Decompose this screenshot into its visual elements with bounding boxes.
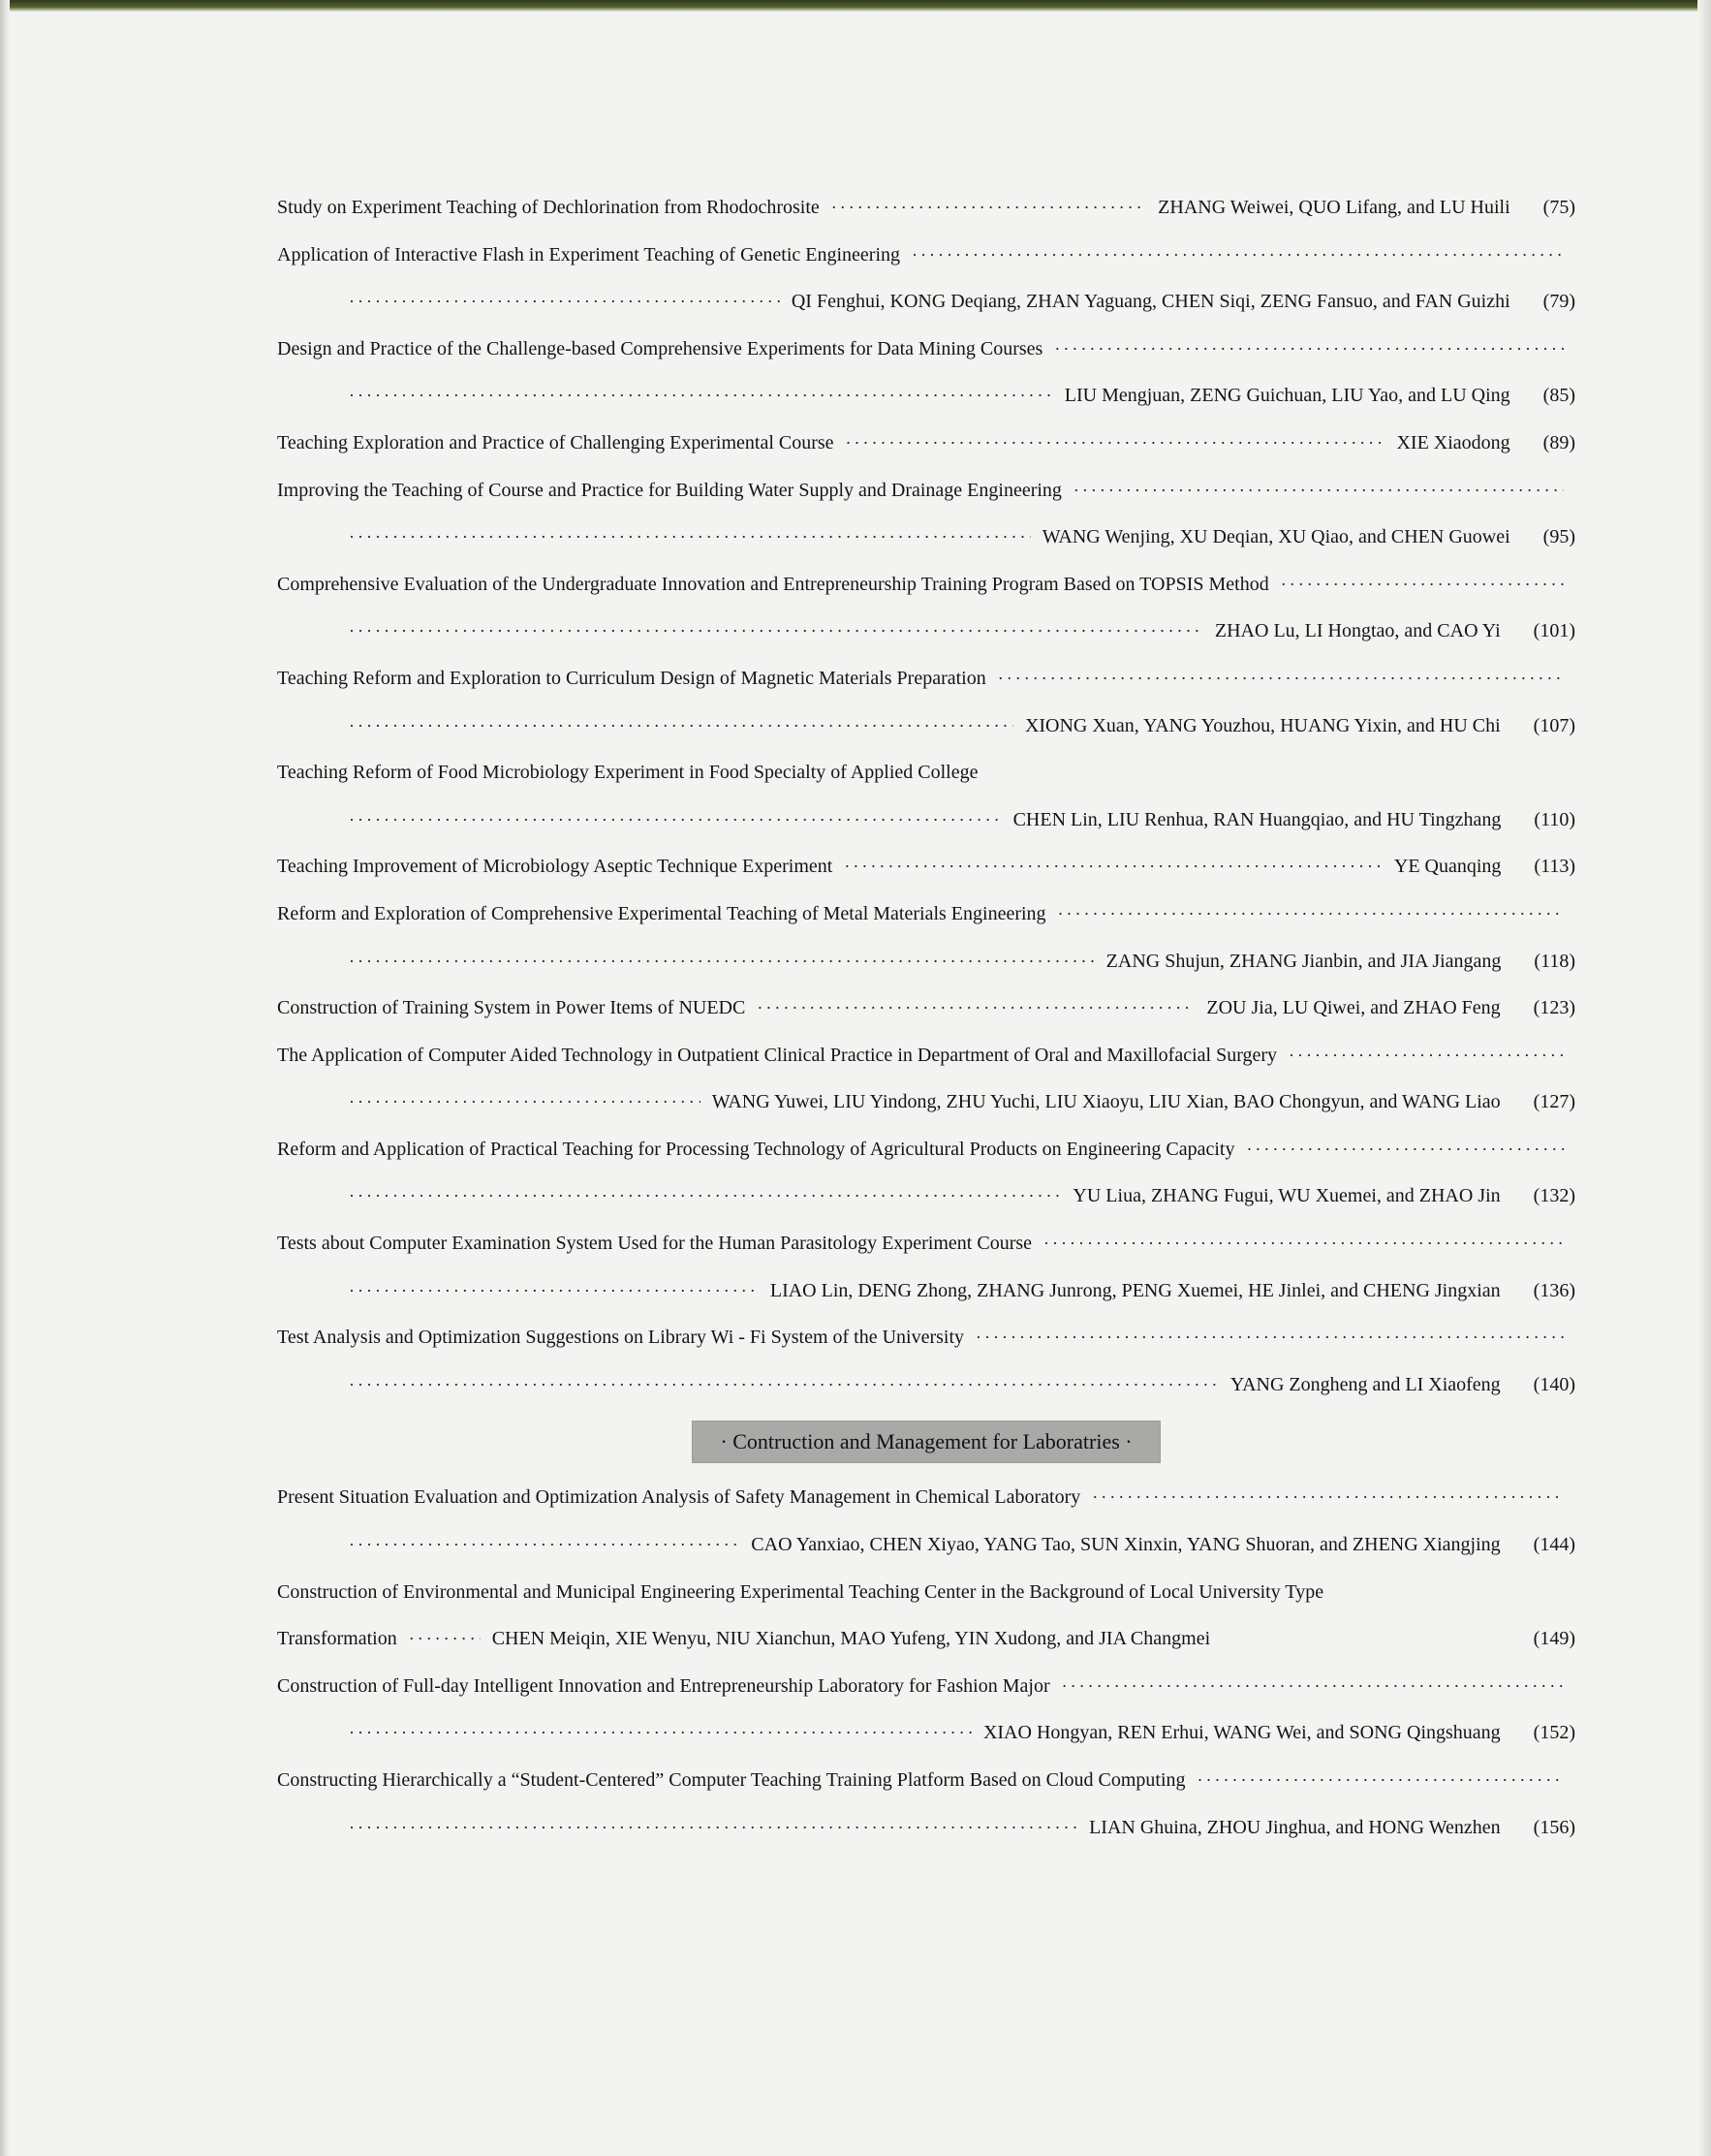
- dot-leader: [1054, 326, 1564, 373]
- toc-line: [277, 1804, 1575, 1852]
- entry-authors: XIONG Xuan, YANG Youzhou, HUANG Yixin, and HU Chi: [1024, 714, 1501, 736]
- toc-line: [277, 1474, 1575, 1521]
- entry-title: Construction of Full-day Intelligent Innovation and Entrepreneurship Laboratory for Fashion Major: [277, 1674, 1050, 1697]
- toc-line: [277, 1314, 1575, 1361]
- entry-title: Teaching Reform and Exploration to Curriculum Design of Magnetic Materials Preparation: [277, 667, 986, 689]
- toc-entry: [277, 1126, 1575, 1220]
- toc-entry: [277, 1663, 1575, 1757]
- dot-leader: [349, 1521, 739, 1569]
- entry-title: Tests about Computer Examination System Used for the Human Parasitology Experiment Course: [277, 1233, 1033, 1255]
- entry-page-number: (152): [1533, 1722, 1575, 1744]
- entry-page-number: (110): [1534, 808, 1575, 830]
- entry-title: Reform and Exploration of Comprehensive Experimental Teaching of Metal Materials Engineering: [277, 902, 1046, 924]
- entry-page-number: (79): [1542, 291, 1575, 313]
- entry-authors: CHEN Lin, LIU Renhua, RAN Huangqiao, and HU Tingzhang: [1012, 808, 1502, 830]
- dot-leader: [1058, 891, 1564, 938]
- page-top-edge: [0, 0, 1711, 12]
- dot-leader: [349, 372, 1053, 420]
- entry-authors: ZANG Shujun, ZHANG Jianbin, and JIA Jiangang: [1105, 950, 1502, 972]
- toc-entry: [277, 1569, 1575, 1663]
- toc-entry: [277, 326, 1575, 420]
- dot-leader: [1092, 1474, 1564, 1521]
- entry-page-number: (118): [1534, 950, 1575, 972]
- toc-line: [277, 372, 1575, 420]
- entry-authors: LIAO Lin, DENG Zhong, ZHANG Junrong, PENG Xuemei, HE Jinlei, and CHENG Jingxian: [769, 1279, 1501, 1301]
- entry-page-number: (136): [1533, 1279, 1575, 1301]
- entry-page-number: (156): [1533, 1816, 1575, 1838]
- toc-line: [277, 843, 1575, 891]
- dot-leader: [349, 1267, 759, 1315]
- toc-entry: [277, 891, 1575, 984]
- entry-page-number: (89): [1542, 431, 1575, 453]
- entry-title: Construction of Training System in Power Items of NUEDC: [277, 997, 746, 1019]
- dot-leader: [757, 984, 1195, 1032]
- toc-line: [277, 561, 1575, 609]
- entry-title: Reform and Application of Practical Teaching for Processing Technology of Agricultural Products on Engineering Capacity: [277, 1138, 1235, 1160]
- entry-title: Study on Experiment Teaching of Dechlorination from Rhodochrosite: [277, 197, 820, 218]
- table-of-contents: [277, 184, 1575, 1851]
- dot-leader: [1281, 561, 1564, 609]
- toc-line: [277, 1267, 1575, 1315]
- toc-line: [277, 1361, 1575, 1409]
- toc-entry: [277, 1757, 1575, 1851]
- entry-title: Teaching Reform of Food Microbiology Experiment in Food Specialty of Applied College: [277, 762, 979, 784]
- dot-leader: [349, 938, 1095, 985]
- entry-page-number: (132): [1533, 1185, 1575, 1207]
- entry-page-number: (75): [1542, 197, 1575, 218]
- toc-line: [277, 1078, 1575, 1126]
- entry-page-number: (144): [1533, 1534, 1575, 1556]
- entry-title: Design and Practice of the Challenge-based Comprehensive Experiments for Data Mining Courses: [277, 337, 1043, 359]
- dot-leader: [1073, 467, 1564, 515]
- toc-line: [277, 1569, 1575, 1616]
- toc-entry: [277, 655, 1575, 749]
- dot-leader: [349, 1709, 972, 1757]
- dot-leader: [998, 655, 1564, 703]
- entry-authors: WANG Wenjing, XU Deqian, XU Qiao, and CHEN Guowei: [1042, 526, 1510, 548]
- dot-leader: [349, 703, 1013, 750]
- dot-leader: [831, 184, 1146, 232]
- toc-line: [277, 608, 1575, 655]
- entry-authors: ZOU Jia, LU Qiwei, and ZHAO Feng: [1206, 997, 1501, 1019]
- toc-entry: [277, 420, 1575, 467]
- dot-leader: [349, 1172, 1061, 1220]
- dot-leader: [912, 232, 1564, 279]
- entry-authors: CAO Yanxiao, CHEN Xiyao, YANG Tao, SUN Xinxin, YANG Shuoran, and ZHENG Xiangjing: [751, 1534, 1501, 1556]
- toc-line: [277, 1172, 1575, 1220]
- toc-line: [277, 1521, 1575, 1569]
- entry-page-number: (127): [1533, 1091, 1575, 1113]
- entry-page-number: (149): [1533, 1628, 1575, 1650]
- toc-entry: [277, 1220, 1575, 1314]
- toc-line: [277, 326, 1575, 373]
- dot-leader: [349, 278, 780, 326]
- toc-line: [277, 420, 1575, 467]
- toc-entry: [277, 1474, 1575, 1568]
- dot-leader: [846, 420, 1385, 467]
- entry-authors: YU Liua, ZHANG Fugui, WU Xuemei, and ZHAO Jin: [1073, 1185, 1501, 1207]
- entry-authors: ZHANG Weiwei, QUO Lifang, and LU Huili: [1158, 197, 1510, 218]
- toc-line: [277, 1709, 1575, 1757]
- toc-line: [277, 514, 1575, 561]
- toc-entry: [277, 184, 1575, 232]
- entry-title: Present Situation Evaluation and Optimization Analysis of Safety Management in Chemical Laboratory: [277, 1486, 1081, 1509]
- entry-title: Construction of Environmental and Municipal Engineering Experimental Teaching Center in the Background of Local University Type: [277, 1580, 1324, 1603]
- entry-page-number: (101): [1533, 620, 1575, 642]
- page-left-edge: [0, 0, 10, 2156]
- entry-page-number: (123): [1533, 997, 1575, 1019]
- section-heading: [277, 1414, 1575, 1470]
- toc-line: [277, 891, 1575, 938]
- toc-line: [277, 1663, 1575, 1710]
- entry-authors: XIAO Hongyan, REN Erhui, WANG Wei, and SONG Qingshuang: [982, 1722, 1501, 1744]
- entry-title: Application of Interactive Flash in Experiment Teaching of Genetic Engineering: [277, 243, 901, 266]
- toc-line: [277, 1220, 1575, 1267]
- toc-line: [277, 467, 1575, 515]
- dot-leader: [1062, 1663, 1564, 1710]
- entry-authors: WANG Yuwei, LIU Yindong, ZHU Yuchi, LIU Xiaoyu, LIU Xian, BAO Chongyun, and WANG Liao: [711, 1091, 1501, 1113]
- dot-leader: [349, 1078, 700, 1126]
- entry-title: Constructing Hierarchically a “Student-Centered” Computer Teaching Training Platform Based on Cloud Computing: [277, 1769, 1186, 1791]
- entry-page-number: (95): [1542, 526, 1575, 548]
- entry-title: The Application of Computer Aided Technology in Outpatient Clinical Practice in Department of Oral and Maxillofacial Surgery: [277, 1044, 1278, 1066]
- toc-line: [277, 984, 1575, 1032]
- toc-line: [277, 1126, 1575, 1173]
- toc-line: [277, 1757, 1575, 1804]
- entry-page-number: (107): [1533, 714, 1575, 736]
- toc-line: [277, 938, 1575, 985]
- toc-entry: [277, 843, 1575, 891]
- entry-authors: LIAN Ghuina, ZHOU Jinghua, and HONG Wenzhen: [1089, 1816, 1501, 1838]
- toc-line: [277, 232, 1575, 279]
- toc-line: [277, 655, 1575, 703]
- entry-page-number: (85): [1542, 385, 1575, 407]
- dot-leader: [1289, 1032, 1564, 1079]
- toc-entry: [277, 232, 1575, 326]
- entry-title: Improving the Teaching of Course and Practice for Building Water Supply and Drainage Engineering: [277, 479, 1062, 501]
- toc-line: [277, 749, 1575, 797]
- dot-leader: [1246, 1126, 1564, 1173]
- entry-page-number: (140): [1533, 1373, 1575, 1395]
- dot-leader: [409, 1615, 481, 1663]
- entry-title: Comprehensive Evaluation of the Undergraduate Innovation and Entrepreneurship Training Program Based on TOPSIS Method: [277, 573, 1269, 595]
- entry-authors: YE Quanqing: [1393, 856, 1502, 878]
- toc-line: [277, 797, 1575, 844]
- entry-authors: ZHAO Lu, LI Hongtao, and CAO Yi: [1214, 620, 1501, 642]
- dot-leader: [349, 1804, 1077, 1852]
- toc-entry: [277, 467, 1575, 561]
- toc-line: [277, 278, 1575, 326]
- entry-authors: CHEN Meiqin, XIE Wenyu, NIU Xianchun, MAO Yufeng, YIN Xudong, and JIA Changmei: [491, 1628, 1211, 1650]
- dot-leader: [976, 1314, 1564, 1361]
- entry-title: Test Analysis and Optimization Suggestions on Library Wi - Fi System of the University: [277, 1327, 965, 1349]
- entry-title: Teaching Exploration and Practice of Challenging Experimental Course: [277, 431, 834, 453]
- toc-line: [277, 1615, 1575, 1663]
- entry-authors: LIU Mengjuan, ZENG Guichuan, LIU Yao, and LU Qing: [1064, 385, 1510, 407]
- entry-title-continued: Transformation: [277, 1628, 397, 1650]
- entry-authors: QI Fenghui, KONG Deqiang, ZHAN Yaguang, CHEN Siqi, ZENG Fansuo, and FAN Guizhi: [791, 291, 1510, 313]
- toc-entry: [277, 1314, 1575, 1408]
- dot-leader: [844, 843, 1383, 891]
- entry-page-number: (113): [1534, 856, 1575, 878]
- entry-authors: YANG Zongheng and LI Xiaofeng: [1229, 1373, 1501, 1395]
- dot-leader: [349, 608, 1203, 655]
- toc-entry: [277, 1032, 1575, 1126]
- entry-title: Teaching Improvement of Microbiology Aseptic Technique Experiment: [277, 856, 833, 878]
- entry-authors: XIE Xiaodong: [1396, 431, 1510, 453]
- dot-leader: [1043, 1220, 1564, 1267]
- toc-entry: [277, 749, 1575, 843]
- page-right-edge: [1697, 0, 1711, 2156]
- dot-leader: [349, 514, 1031, 561]
- dot-leader: [349, 1361, 1219, 1409]
- toc-entry: [277, 984, 1575, 1032]
- dot-leader: [349, 797, 1002, 844]
- dot-leader: [1198, 1757, 1564, 1804]
- section-banner: · Contruction and Management for Laboratries ·: [693, 1422, 1159, 1462]
- toc-line: [277, 1032, 1575, 1079]
- toc-line: [277, 703, 1575, 750]
- toc-line: [277, 184, 1575, 232]
- toc-entry: [277, 561, 1575, 655]
